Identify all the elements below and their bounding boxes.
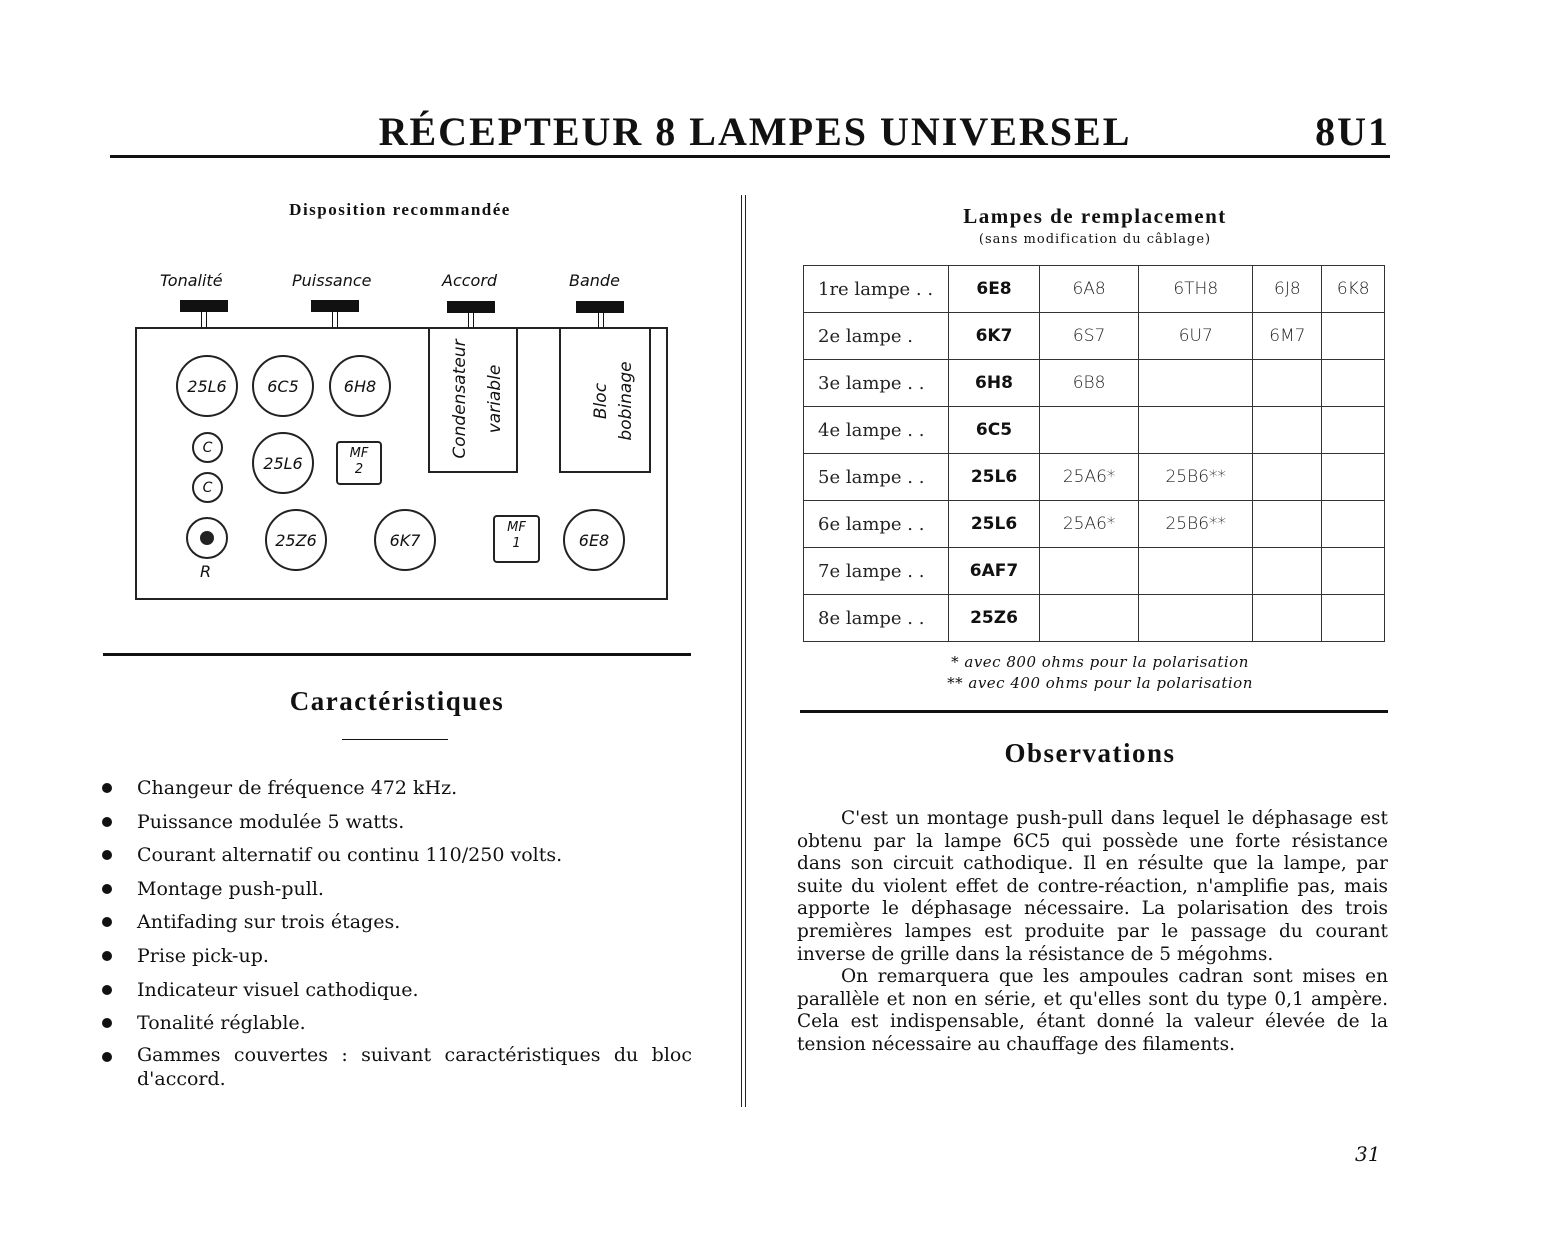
list-item: Gammes couvertes : suivant caractéristiques du bloc d'accord. xyxy=(100,1043,700,1091)
list-item: Puissance modulée 5 watts. xyxy=(100,808,700,842)
bullet-icon xyxy=(102,783,112,793)
column-divider xyxy=(741,195,746,1107)
header-rule xyxy=(110,155,1390,158)
bullet-icon xyxy=(102,1018,112,1028)
replacement-lamp: 6K8 xyxy=(1322,266,1385,313)
table-row xyxy=(804,266,1385,313)
lamp-position: 1re lampe . . xyxy=(804,266,949,313)
footnote: ** avec 400 ohms pour la polarisation xyxy=(947,674,1253,692)
list-item: Tonalité réglable. xyxy=(100,1009,700,1043)
replacement-lamp xyxy=(1322,360,1385,407)
original-lamp: 6K7 xyxy=(949,313,1040,360)
replacement-lamp: 25B6** xyxy=(1139,454,1253,501)
replacement-lamp: 6B8 xyxy=(1040,360,1139,407)
replacement-subtitle: (sans modification du câblage) xyxy=(978,232,1212,247)
replacement-lamp xyxy=(1253,548,1322,595)
resistor-icon xyxy=(186,517,228,559)
section-rule xyxy=(103,653,691,656)
original-lamp: 6H8 xyxy=(949,360,1040,407)
table-row xyxy=(804,360,1385,407)
replacement-lamp xyxy=(1253,360,1322,407)
original-lamp: 6E8 xyxy=(949,266,1040,313)
bullet-icon xyxy=(102,1052,112,1062)
tube-icon: 6H8 xyxy=(329,355,391,417)
bullet-icon xyxy=(102,884,112,894)
replacement-lamp: 6J8 xyxy=(1253,266,1322,313)
if-transformer-1: MF 1 xyxy=(493,515,540,563)
replacement-lamp xyxy=(1253,407,1322,454)
observations-text xyxy=(797,808,1388,1057)
page-number: 31 xyxy=(1355,1142,1381,1166)
bullet-icon xyxy=(102,951,112,961)
replacement-lamp: 6A8 xyxy=(1040,266,1139,313)
table-row xyxy=(804,595,1385,642)
replacement-lamp xyxy=(1253,454,1322,501)
lamp-position: 7e lampe . . xyxy=(804,548,949,595)
list-item: Changeur de fréquence 472 kHz. xyxy=(100,774,700,808)
table-row xyxy=(804,501,1385,548)
lamp-position: 2e lampe . xyxy=(804,313,949,360)
list-item: Indicateur visuel cathodique. xyxy=(100,976,700,1010)
original-lamp: 25L6 xyxy=(949,454,1040,501)
paragraph: On remarquera que les ampoules cadran sont mises en parallèle et non en série, et qu'elles sont du type 0,1 ampère. Cela est indispensable, étant donné la valeur élevée de la tension nécessaire au chauffage des filaments. xyxy=(797,966,1388,1055)
lamp-position: 5e lampe . . xyxy=(804,454,949,501)
table-row xyxy=(804,548,1385,595)
replacement-lamp: 6TH8 xyxy=(1139,266,1253,313)
replacement-lamp xyxy=(1253,501,1322,548)
tube-icon: 25Z6 xyxy=(265,509,327,571)
knob-icon xyxy=(447,301,495,313)
replacement-lamp xyxy=(1040,595,1139,642)
replacement-lamp: 25A6* xyxy=(1040,454,1139,501)
bullet-icon xyxy=(102,850,112,860)
replacement-lamp xyxy=(1139,595,1253,642)
replacement-lamp xyxy=(1139,548,1253,595)
table-row xyxy=(804,407,1385,454)
control-label: Accord xyxy=(442,271,498,290)
list-item: Courant alternatif ou continu 110/250 volts. xyxy=(100,841,700,875)
characteristics-list xyxy=(100,774,700,1091)
replacement-lamp xyxy=(1040,548,1139,595)
bullet-icon xyxy=(102,817,112,827)
model-code: 8U1 xyxy=(1315,109,1390,154)
bullet-icon xyxy=(102,917,112,927)
replacement-lamp xyxy=(1139,407,1253,454)
capacitor-icon: C xyxy=(192,432,223,463)
replacement-lamp xyxy=(1322,313,1385,360)
observations-title: Observations xyxy=(1004,738,1176,768)
table-row xyxy=(804,454,1385,501)
lamp-position: 4e lampe . . xyxy=(804,407,949,454)
replacement-lamp xyxy=(1322,548,1385,595)
replacement-lamp xyxy=(1322,595,1385,642)
control-label: Tonalité xyxy=(160,271,223,290)
knob-icon xyxy=(180,300,228,312)
knob-icon xyxy=(311,300,359,312)
lamp-position: 8e lampe . . xyxy=(804,595,949,642)
original-lamp: 25L6 xyxy=(949,501,1040,548)
replacement-title: Lampes de remplacement xyxy=(963,204,1227,228)
paragraph: C'est un montage push-pull dans lequel le déphasage est obtenu par la lampe 6C5 qui possède une forte résistance dans son circuit cathodique. Il en résulte que la lampe, par suite du violent effet de contre-réaction, n'amplifie pas, mais apporte le déphasage nécessaire. La polarisation des trois premières lampes est produite par le passage du courant inverse de grille dans la résistance de 5 mégohms. xyxy=(797,808,1388,965)
layout-title: Disposition recommandée xyxy=(289,200,511,219)
lamp-position: 6e lampe . . xyxy=(804,501,949,548)
bullet-icon xyxy=(102,985,112,995)
original-lamp: 6C5 xyxy=(949,407,1040,454)
replacement-lamp xyxy=(1322,407,1385,454)
title-underline xyxy=(342,739,448,740)
if-transformer-2: MF 2 xyxy=(336,441,382,485)
characteristics-title: Caractéristiques xyxy=(289,686,505,716)
tube-icon: 6E8 xyxy=(563,509,625,571)
original-lamp: 25Z6 xyxy=(949,595,1040,642)
replacement-lamp: 6M7 xyxy=(1253,313,1322,360)
control-label: Bande xyxy=(569,271,620,290)
list-item: Montage push-pull. xyxy=(100,875,700,909)
list-item: Antifading sur trois étages. xyxy=(100,908,700,942)
page-title: RÉCEPTEUR 8 LAMPES UNIVERSEL xyxy=(378,109,1132,154)
replacement-lamp: 25A6* xyxy=(1040,501,1139,548)
tube-icon: 6C5 xyxy=(252,355,314,417)
variable-capacitor-block: Condensateur variable xyxy=(428,327,518,473)
replacement-lamp xyxy=(1322,501,1385,548)
tube-icon: 25L6 xyxy=(176,355,238,417)
replacement-table xyxy=(803,265,1385,642)
list-item: Prise pick-up. xyxy=(100,942,700,976)
tube-icon: 25L6 xyxy=(252,432,314,494)
control-label: Puissance xyxy=(292,271,372,290)
section-rule xyxy=(800,710,1388,713)
tube-icon: 6K7 xyxy=(374,509,436,571)
table-row xyxy=(804,313,1385,360)
replacement-lamp xyxy=(1322,454,1385,501)
replacement-lamp xyxy=(1253,595,1322,642)
footnote: * avec 800 ohms pour la polarisation xyxy=(951,653,1249,671)
original-lamp: 6AF7 xyxy=(949,548,1040,595)
capacitor-icon: C xyxy=(192,472,223,503)
replacement-lamp xyxy=(1139,360,1253,407)
coil-block: Bloc bobinage xyxy=(559,327,651,473)
replacement-lamp: 6U7 xyxy=(1139,313,1253,360)
lamp-position: 3e lampe . . xyxy=(804,360,949,407)
resistor-label: R xyxy=(200,562,212,581)
replacement-lamp: 25B6** xyxy=(1139,501,1253,548)
replacement-lamp: 6S7 xyxy=(1040,313,1139,360)
knob-icon xyxy=(576,301,624,313)
replacement-lamp xyxy=(1040,407,1139,454)
